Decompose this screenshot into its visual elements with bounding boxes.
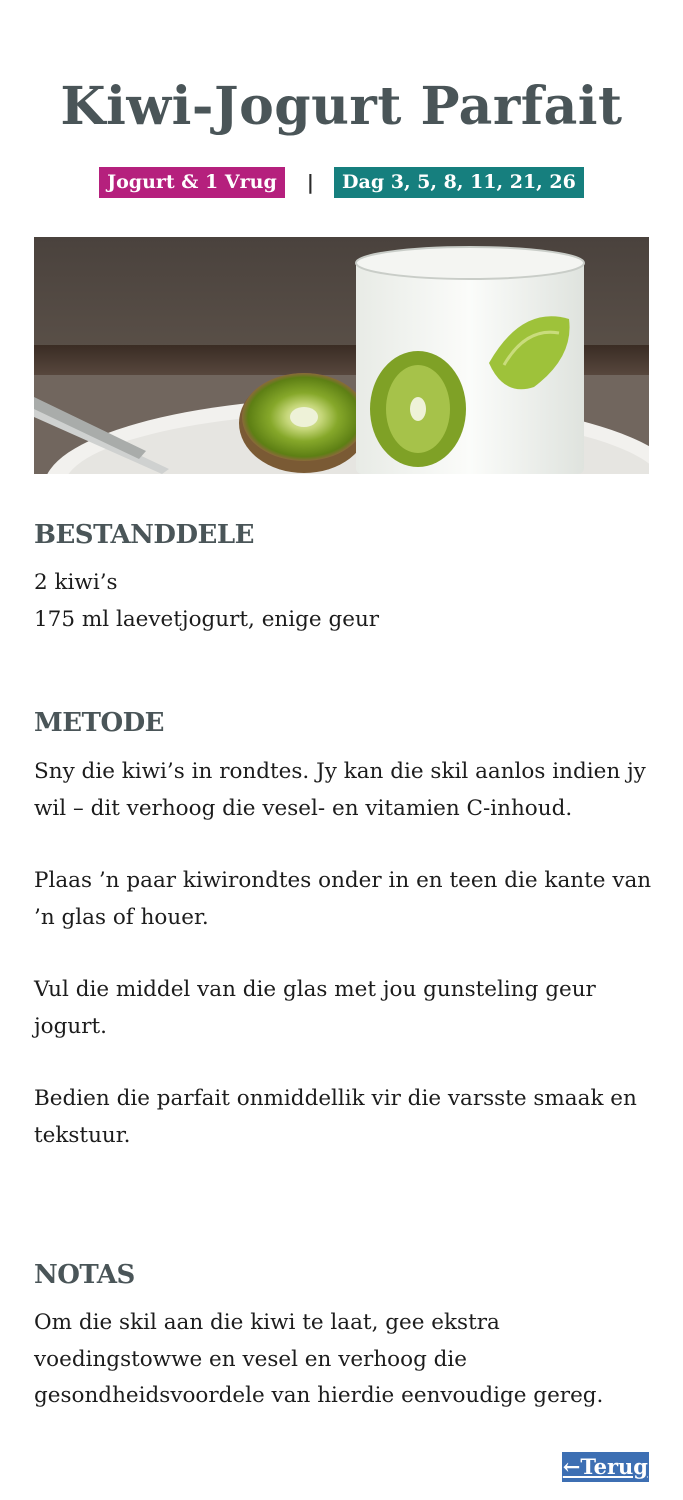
recipe-photo: [34, 237, 649, 474]
method-step: Bedien die parfait onmiddellik vir die varsste smaak en tekstuur.: [34, 1086, 637, 1148]
recipe-photo-illustration: [34, 237, 649, 474]
days-tag: Dag 3, 5, 8, 11, 21, 26: [334, 167, 584, 198]
method-step: Vul die middel van die glas met jou gunsteling geur jogurt.: [34, 977, 596, 1039]
tag-separator: |: [306, 170, 315, 194]
ingredients-heading: BESTANDDELE: [34, 520, 254, 550]
ingredients-list: [34, 565, 654, 638]
method-step: Sny die kiwi’s in rondtes. Jy kan die skil aanlos indien jy wil – dit verhoog die vesel- en vitamien C-inhoud.: [34, 759, 646, 821]
back-button[interactable]: ←Terug: [562, 1452, 649, 1482]
ingredient-item: 175 ml laevetjogurt, enige geur: [34, 606, 380, 632]
notes-text: [34, 1305, 654, 1415]
method-heading: METODE: [34, 708, 164, 738]
recipe-tags: [0, 166, 683, 198]
method-steps: [34, 754, 654, 1154]
ingredient-item: 2 kiwi’s: [34, 570, 118, 595]
page-title: Kiwi-Jogurt Parfait: [60, 76, 623, 137]
category-tag: Jogurt & 1 Vrug: [99, 167, 285, 198]
notes-heading: NOTAS: [34, 1260, 135, 1290]
notes-paragraph: Om die skil aan die kiwi te laat, gee ekstra voedingstowwe en vesel en verhoog die gesondheidsvoordele van hierdie eenvoudige gereg.: [34, 1310, 604, 1408]
method-step: Plaas ’n paar kiwirondtes onder in en teen die kante van ’n glas of houer.: [34, 868, 652, 930]
